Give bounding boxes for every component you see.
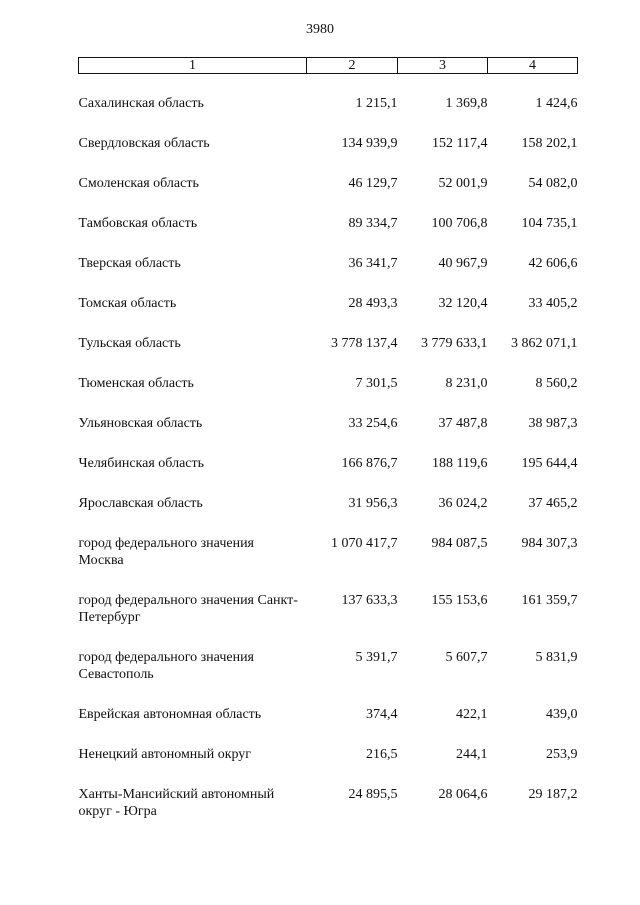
region-name-cell: Тамбовская область xyxy=(78,216,198,231)
value-col-3-cell: 28 064,6 xyxy=(438,787,488,802)
value-col-4-cell: 3 862 071,1 xyxy=(511,336,578,351)
table-header xyxy=(79,58,578,74)
region-name-cell: Свердловская область xyxy=(78,136,210,151)
region-name-cell: город федерального значения Севастополь xyxy=(78,650,254,682)
table-row xyxy=(79,535,578,569)
table-row xyxy=(79,415,578,432)
row-spacer-cell xyxy=(79,626,578,649)
region-name-cell: Челябинская область xyxy=(78,456,204,471)
row-spacer-cell xyxy=(79,232,578,255)
region-name-cell: Тульская область xyxy=(78,336,181,351)
value-col-3-cell: 37 487,8 xyxy=(438,416,488,431)
row-spacer-cell xyxy=(79,472,578,495)
value-col-4-cell: 984 307,3 xyxy=(521,536,578,551)
value-col-3-cell: 422,1 xyxy=(456,707,488,722)
value-col-4-cell: 439,0 xyxy=(546,707,578,722)
table-row xyxy=(79,335,578,352)
value-col-4-cell: 5 831,9 xyxy=(535,650,578,665)
value-col-2-cell: 134 939,9 xyxy=(341,136,398,151)
value-col-4-cell: 253,9 xyxy=(546,747,578,762)
row-spacer xyxy=(79,569,578,592)
row-spacer-cell xyxy=(79,112,578,135)
table-row xyxy=(79,455,578,472)
value-col-2-cell: 216,5 xyxy=(366,747,398,762)
value-col-3-cell: 100 706,8 xyxy=(431,216,488,231)
value-col-2-cell: 166 876,7 xyxy=(341,456,398,471)
row-spacer-cell xyxy=(79,569,578,592)
value-col-3-cell: 5 607,7 xyxy=(445,650,488,665)
table-row xyxy=(79,295,578,312)
value-col-4-cell: 54 082,0 xyxy=(528,176,578,191)
value-col-3-cell: 3 779 633,1 xyxy=(421,336,488,351)
row-spacer xyxy=(79,272,578,295)
table-row xyxy=(79,786,578,820)
row-spacer xyxy=(79,352,578,375)
value-col-4-cell: 42 606,6 xyxy=(528,256,578,271)
value-col-2-cell: 33 254,6 xyxy=(348,416,398,431)
row-spacer-cell xyxy=(79,352,578,375)
row-spacer-cell xyxy=(79,74,578,96)
value-col-3-cell: 244,1 xyxy=(456,747,488,762)
value-col-3-cell: 152 117,4 xyxy=(432,136,488,151)
value-col-4-cell: 37 465,2 xyxy=(528,496,578,511)
region-name-cell: город федерального значения Москва xyxy=(78,536,254,568)
table-row xyxy=(79,255,578,272)
row-spacer xyxy=(79,74,578,96)
value-col-2-cell: 3 778 137,4 xyxy=(331,336,398,351)
value-col-4-cell: 8 560,2 xyxy=(535,376,578,391)
table-row xyxy=(79,746,578,763)
value-col-2-cell: 7 301,5 xyxy=(355,376,398,391)
header-col-4: 4 xyxy=(488,58,578,74)
header-col-2: 2 xyxy=(307,58,398,74)
row-spacer-cell xyxy=(79,392,578,415)
row-spacer xyxy=(79,152,578,175)
row-spacer-cell xyxy=(79,152,578,175)
region-name-cell: Ульяновская область xyxy=(78,416,203,431)
header-row xyxy=(79,58,578,74)
value-col-2-cell: 24 895,5 xyxy=(348,787,398,802)
row-spacer xyxy=(79,763,578,786)
row-spacer xyxy=(79,392,578,415)
table-row xyxy=(79,375,578,392)
region-name-cell: город федерального значения Санкт-Петербург xyxy=(78,593,298,625)
region-name-cell: Ненецкий автономный округ xyxy=(78,747,252,762)
table-body xyxy=(79,74,578,821)
header-col-1: 1 xyxy=(79,58,307,74)
row-spacer xyxy=(79,432,578,455)
value-col-4-cell: 38 987,3 xyxy=(528,416,578,431)
row-spacer xyxy=(79,112,578,135)
table-row xyxy=(79,706,578,723)
region-name-cell: Тверская область xyxy=(78,256,181,271)
row-spacer xyxy=(79,192,578,215)
row-spacer xyxy=(79,472,578,495)
value-col-3-cell: 32 120,4 xyxy=(438,296,488,311)
row-spacer-cell xyxy=(79,683,578,706)
row-spacer-cell xyxy=(79,723,578,746)
table-row xyxy=(79,649,578,683)
value-col-2-cell: 46 129,7 xyxy=(348,176,398,191)
value-col-2-cell: 28 493,3 xyxy=(348,296,398,311)
row-spacer-cell xyxy=(79,192,578,215)
value-col-2-cell: 374,4 xyxy=(366,707,398,722)
value-col-4-cell: 33 405,2 xyxy=(528,296,578,311)
value-col-3-cell: 984 087,5 xyxy=(431,536,488,551)
row-spacer xyxy=(79,232,578,255)
budget-table xyxy=(78,57,578,820)
value-col-4-cell: 104 735,1 xyxy=(521,216,578,231)
table-row xyxy=(79,95,578,112)
row-spacer xyxy=(79,683,578,706)
row-spacer xyxy=(79,723,578,746)
row-spacer xyxy=(79,512,578,535)
region-name-cell: Тюменская область xyxy=(78,376,194,391)
value-col-4-cell: 161 359,7 xyxy=(521,593,578,608)
row-spacer-cell xyxy=(79,272,578,295)
region-name-cell: Ярославская область xyxy=(78,496,203,511)
region-name-cell: Еврейская автономная область xyxy=(78,707,262,722)
value-col-3-cell: 8 231,0 xyxy=(445,376,488,391)
value-col-2-cell: 137 633,3 xyxy=(341,593,398,608)
value-col-3-cell: 155 153,6 xyxy=(431,593,488,608)
table-row xyxy=(79,175,578,192)
value-col-2-cell: 1 215,1 xyxy=(355,96,398,111)
value-col-4-cell: 158 202,1 xyxy=(521,136,578,151)
value-col-3-cell: 188 119,6 xyxy=(432,456,488,471)
region-name-cell: Смоленская область xyxy=(78,176,199,191)
row-spacer xyxy=(79,626,578,649)
page-number: 3980 xyxy=(306,22,334,37)
table-row xyxy=(79,135,578,152)
row-spacer-cell xyxy=(79,763,578,786)
region-name-cell: Сахалинская область xyxy=(78,96,204,111)
value-col-3-cell: 36 024,2 xyxy=(438,496,488,511)
value-col-3-cell: 52 001,9 xyxy=(438,176,488,191)
table-row xyxy=(79,495,578,512)
row-spacer-cell xyxy=(79,512,578,535)
row-spacer xyxy=(79,312,578,335)
value-col-2-cell: 5 391,7 xyxy=(355,650,398,665)
value-col-2-cell: 1 070 417,7 xyxy=(331,536,398,551)
value-col-3-cell: 40 967,9 xyxy=(438,256,488,271)
value-col-2-cell: 89 334,7 xyxy=(348,216,398,231)
value-col-4-cell: 195 644,4 xyxy=(521,456,578,471)
value-col-2-cell: 36 341,7 xyxy=(348,256,398,271)
table-row xyxy=(79,215,578,232)
row-spacer-cell xyxy=(79,432,578,455)
budget-table-container xyxy=(78,57,577,820)
value-col-2-cell: 31 956,3 xyxy=(348,496,398,511)
table-row xyxy=(79,592,578,626)
value-col-4-cell: 29 187,2 xyxy=(528,787,578,802)
header-col-3: 3 xyxy=(398,58,488,74)
value-col-4-cell: 1 424,6 xyxy=(535,96,578,111)
value-col-3-cell: 1 369,8 xyxy=(445,96,488,111)
row-spacer-cell xyxy=(79,312,578,335)
region-name-cell: Ханты-Мансийский автономный округ - Югра xyxy=(78,787,275,819)
region-name-cell: Томская область xyxy=(78,296,177,311)
